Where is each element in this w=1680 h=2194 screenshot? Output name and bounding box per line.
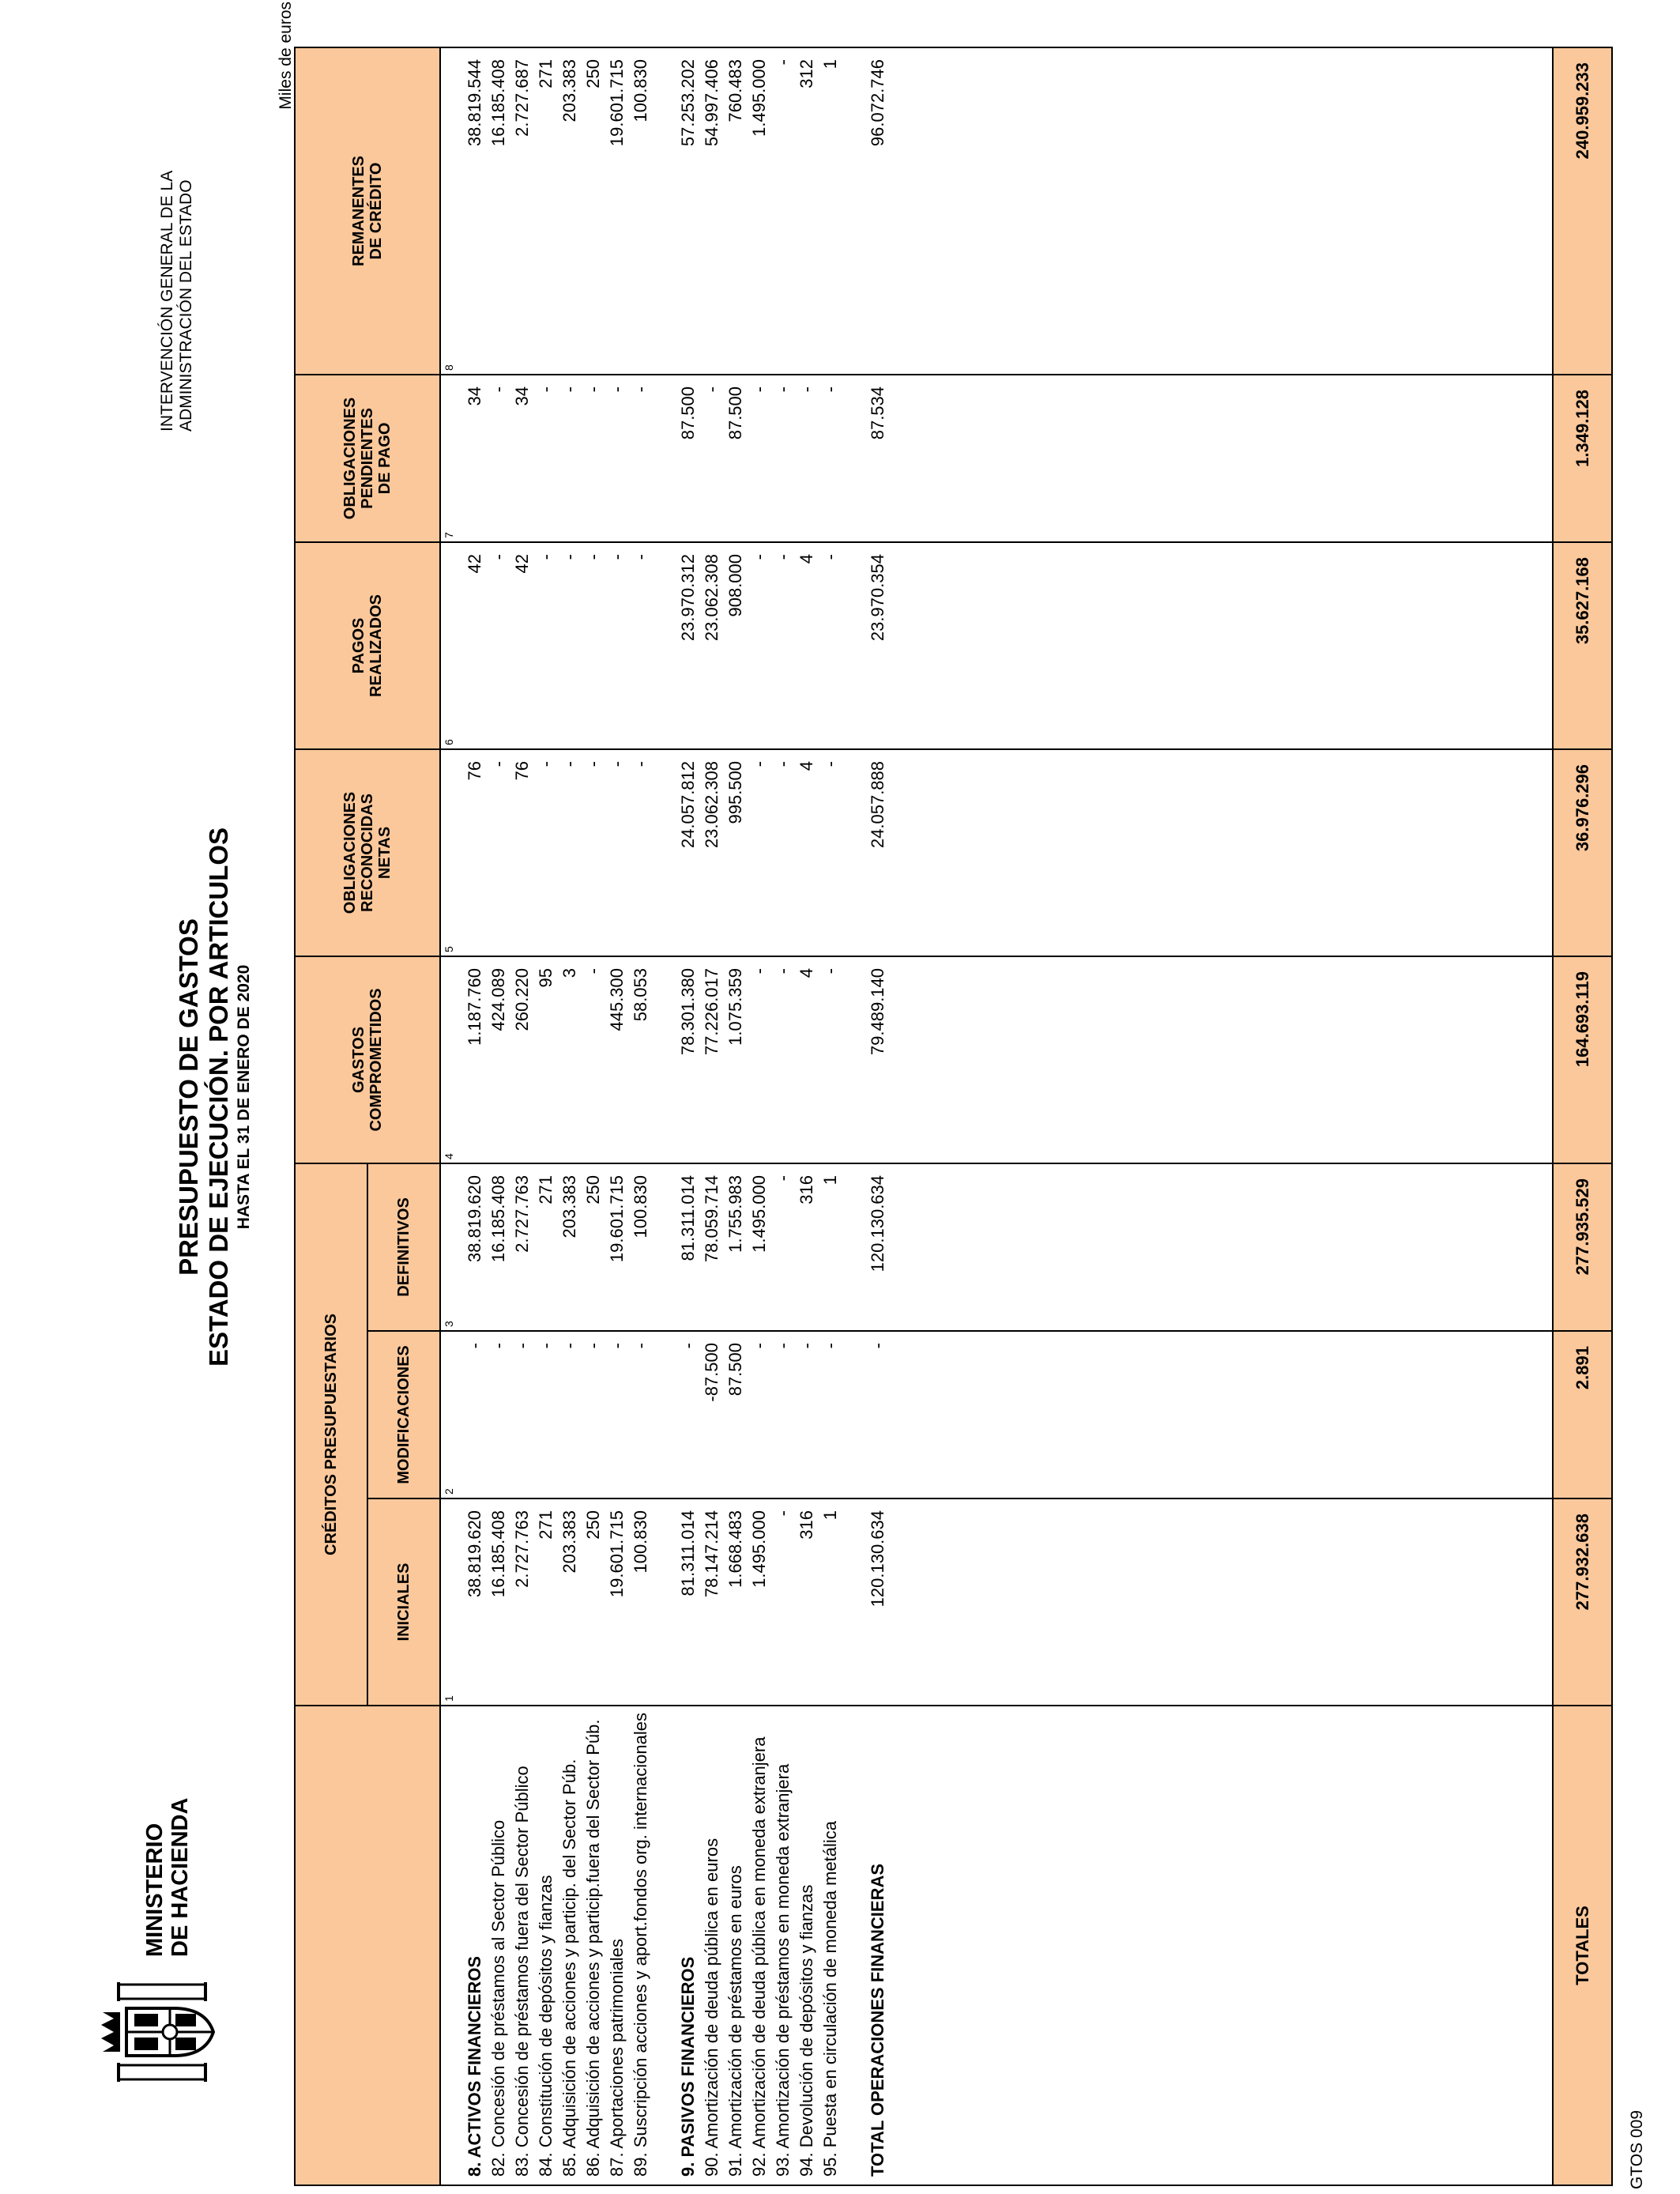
table-cell-value: - [536, 386, 556, 393]
table-cell-value: 445.300 [607, 967, 627, 1031]
title-date: HASTA EL 31 DE ENERO DE 2020 [235, 964, 253, 1230]
concept-row-label: 91. Amortización de préstamos en euros [725, 1865, 745, 2177]
table-cell-value: -87.500 [702, 1343, 721, 1402]
table-cell-value: - [488, 553, 508, 560]
title-line1: PRESUPUESTO DE GASTOS [174, 918, 203, 1276]
oblig-header-l2: RECONOCIDAS [359, 793, 376, 912]
table-cell-value: 271 [536, 58, 556, 89]
table-cell-value: 203.383 [559, 1174, 579, 1238]
table-cell-value: - [607, 386, 627, 393]
table-cell-value: 78.147.214 [702, 1510, 721, 1598]
pend-header-l1: OBLIGACIONES [341, 397, 359, 520]
concept-header-cell [295, 1706, 440, 2185]
col-number-6: 6 [443, 739, 455, 745]
table-cell-value: 203.383 [559, 58, 579, 123]
table-cell-value: 38.819.620 [465, 1174, 484, 1263]
igae-label [158, 171, 196, 432]
table-cell-value: - [868, 1343, 887, 1349]
table-cell-value: 316 [797, 1174, 816, 1204]
table-cell-value: - [559, 760, 579, 767]
oblig-header [295, 749, 440, 956]
table-cell-value: 1 [820, 58, 840, 70]
table-cell-value: 4 [797, 760, 816, 771]
table-cell-value: 96.072.746 [868, 58, 887, 147]
table-cell-value: - [631, 760, 650, 767]
table-cell-value: - [749, 967, 769, 974]
table-cell-value: 1 [820, 1510, 840, 1521]
table-cell-value: 34 [512, 386, 532, 406]
table-cell-value: - [820, 386, 840, 393]
table-cell-value: - [559, 1343, 579, 1349]
table-cell-value: 42 [512, 553, 532, 574]
concept-row-label: 93. Amortización de préstamos en moneda extranjera [773, 1763, 793, 2177]
table-cell-value: 54.997.406 [702, 58, 721, 147]
table-cell-value: 38.819.544 [465, 58, 484, 147]
table-cell-value: - [820, 553, 840, 560]
pendientes-column [440, 375, 1553, 542]
table-cell-value: - [749, 553, 769, 560]
pend-header-l2: PENDIENTES [359, 408, 376, 509]
total-modificaciones: 2.891 [1553, 1331, 1612, 1498]
col-number-8: 8 [443, 364, 455, 371]
pagos-column [440, 542, 1553, 749]
table-cell-value: - [749, 386, 769, 393]
table-cell-value: - [559, 386, 579, 393]
concept-row-label: 89. Suscripción acciones y aport.fondos org. internacionales [631, 1712, 650, 2177]
ministry-line2: DE HACIENDA [168, 1797, 193, 1957]
col-number-7: 7 [443, 532, 455, 538]
definitivos-header: DEFINITIVOS [367, 1163, 440, 1331]
table-cell-value: 57.253.202 [678, 58, 698, 147]
concept-row-label: 94. Devolución de depósitos y fianzas [797, 1884, 816, 2177]
table-cell-value: - [773, 967, 793, 974]
table-cell-value: - [631, 1343, 650, 1349]
igae-line1: INTERVENCIÓN GENERAL DE LA [158, 170, 176, 432]
table-cell-value: - [797, 386, 816, 393]
table-cell-value: - [631, 553, 650, 560]
table-cell-value: 1.187.760 [465, 967, 484, 1046]
table-cell-value: - [749, 1343, 769, 1349]
table-cell-value: 250 [583, 1510, 603, 1540]
definitivos-column [440, 1163, 1553, 1331]
table-cell-value: 100.830 [631, 1174, 650, 1238]
total-obligaciones: 36.976.296 [1553, 749, 1612, 956]
table-cell-value: 1.668.483 [725, 1510, 745, 1588]
table-cell-value: 34 [465, 386, 484, 406]
table-cell-value: 42 [465, 553, 484, 574]
total-pendientes: 1.349.128 [1553, 375, 1612, 542]
table-cell-value: 1 [820, 1174, 840, 1186]
table-cell-value: 995.500 [725, 760, 745, 824]
table-cell-value: - [512, 1343, 532, 1349]
table-cell-value: 24.057.812 [678, 760, 698, 849]
pagos-header-l2: REALIZADOS [367, 594, 385, 697]
table-cell-value: 312 [797, 58, 816, 89]
concept-row-label: TOTAL OPERACIONES FINANCIERAS [868, 1863, 887, 2177]
concept-row-label: 8. ACTIVOS FINANCIEROS [465, 1955, 484, 2177]
table-cell-value: 58.053 [631, 967, 650, 1022]
table-cell-value: - [607, 553, 627, 560]
col-number-1: 1 [443, 1695, 455, 1702]
table-cell-value: 79.489.140 [868, 967, 887, 1056]
remanentes-header [295, 47, 440, 375]
table-cell-value: 120.130.634 [868, 1510, 887, 1608]
table-cell-value: - [488, 386, 508, 393]
iniciales-column [440, 1498, 1553, 1706]
table-cell-value: - [773, 58, 793, 66]
budget-execution-table [294, 47, 1613, 2186]
table-cell-value: 424.089 [488, 967, 508, 1031]
table-cell-value: - [820, 967, 840, 974]
table-cell-value: 271 [536, 1174, 556, 1204]
total-pagos: 35.627.168 [1553, 542, 1612, 749]
ministry-line1: MINISTERIO [142, 1823, 168, 1957]
modificaciones-header: MODIFICACIONES [367, 1331, 440, 1498]
table-cell-value: 3 [559, 967, 579, 978]
table-cell-value: - [583, 760, 603, 767]
gastos-header-l2: COMPROMETIDOS [367, 988, 385, 1132]
table-cell-value: - [488, 1343, 508, 1349]
table-cell-value: 19.601.715 [607, 1510, 627, 1598]
concept-row-label: 87. Aportaciones patrimoniales [607, 1939, 627, 2177]
table-cell-value: - [797, 1343, 816, 1349]
table-cell-value: - [583, 386, 603, 393]
concept-row-label: 86. Adquisición de acciones y particip.fuera del Sector Púb. [583, 1719, 603, 2177]
table-cell-value: 4 [797, 967, 816, 978]
total-iniciales: 277.932.638 [1553, 1498, 1612, 1706]
totals-label: TOTALES [1553, 1706, 1612, 2185]
table-cell-value: - [559, 553, 579, 560]
table-cell-value: - [583, 967, 603, 974]
creditos-header: CRÉDITOS PRESUPUESTARIOS [295, 1163, 367, 1706]
pagos-header-l1: PAGOS [350, 617, 367, 674]
rem-header-l1: REMANENTES [350, 155, 367, 266]
oblig-header-l3: NETAS [376, 826, 394, 880]
table-cell-value: 908.000 [725, 553, 745, 617]
units-label: Miles de euros [277, 2, 295, 110]
table-cell-value: 2.727.763 [512, 1510, 532, 1588]
table-cell-value: 1.075.359 [725, 967, 745, 1046]
concept-row-label: 95. Puesta en circulación de moneda metálica [820, 1820, 840, 2177]
table-cell-value: 23.062.308 [702, 760, 721, 849]
table-cell-value: 76 [465, 760, 484, 781]
table-cell-value: - [820, 1343, 840, 1349]
form-code: GTOS 009 [1628, 2110, 1646, 2189]
table-cell-value: 38.819.620 [465, 1510, 484, 1598]
table-cell-value: 87.500 [725, 1343, 745, 1397]
table-cell-value: 120.130.634 [868, 1174, 887, 1272]
table-cell-value: 260.220 [512, 967, 532, 1031]
table-cell-value: - [583, 1343, 603, 1349]
table-cell-value: - [749, 760, 769, 767]
oblig-header-l1: OBLIGACIONES [341, 791, 359, 914]
table-cell-value: 271 [536, 1510, 556, 1540]
table-cell-value: - [678, 1343, 698, 1349]
total-definitivos: 277.935.529 [1553, 1163, 1612, 1331]
col-number-4: 4 [443, 1153, 455, 1159]
concept-row-label: 84. Constitución de depósitos y fianzas [536, 1875, 556, 2177]
table-cell-value: - [631, 386, 650, 393]
table-cell-value: 316 [797, 1510, 816, 1540]
table-cell-value: 16.185.408 [488, 1510, 508, 1598]
pend-header-l3: DE PAGO [376, 422, 394, 495]
remanentes-column [440, 47, 1553, 375]
table-cell-value: 24.057.888 [868, 760, 887, 849]
table-cell-value: - [488, 760, 508, 767]
table-cell-value: 76 [512, 760, 532, 781]
table-cell-value: - [465, 1343, 484, 1349]
table-cell-value: 23.062.308 [702, 553, 721, 642]
table-cell-value: - [607, 760, 627, 767]
table-cell-value: 19.601.715 [607, 1174, 627, 1263]
igae-line2: ADMINISTRACIÓN DEL ESTADO [177, 179, 195, 432]
col-number-3: 3 [443, 1321, 455, 1327]
table-cell-value: 16.185.408 [488, 58, 508, 147]
pagos-header [295, 542, 440, 749]
table-cell-value: 87.500 [725, 386, 745, 440]
table-cell-value: - [773, 386, 793, 393]
table-cell-value: - [536, 553, 556, 560]
table-cell-value: - [820, 760, 840, 767]
table-cell-value: - [583, 553, 603, 560]
table-cell-value: - [702, 386, 721, 393]
table-cell-value: 23.970.354 [868, 553, 887, 642]
concept-row-label: 92. Amortización de deuda pública en moneda extranjera [749, 1736, 769, 2177]
table-cell-value: 1.495.000 [749, 58, 769, 137]
gastos-header-l1: GASTOS [350, 1026, 367, 1094]
table-cell-value: - [536, 1343, 556, 1349]
gastos-column [440, 956, 1553, 1163]
table-cell-value: 2.727.763 [512, 1174, 532, 1253]
table-cell-value: 81.311.014 [678, 1510, 698, 1596]
table-cell-value: 100.830 [631, 58, 650, 123]
table-cell-value: 16.185.408 [488, 1174, 508, 1263]
table-cell-value: 1.495.000 [749, 1510, 769, 1588]
total-gastos: 164.693.119 [1553, 956, 1612, 1163]
table-cell-value: 4 [797, 553, 816, 564]
table-cell-value: 1.495.000 [749, 1174, 769, 1253]
table-cell-value: 19.601.715 [607, 58, 627, 147]
col-number-2: 2 [443, 1488, 455, 1495]
table-cell-value: - [773, 760, 793, 767]
rem-header-l2: DE CRÉDITO [367, 162, 385, 260]
table-cell-value: 78.059.714 [702, 1174, 721, 1263]
table-cell-value: - [536, 760, 556, 767]
table-cell-value: 78.301.380 [678, 967, 698, 1056]
concept-row-label: 82. Concesión de préstamos al Sector Público [488, 1819, 508, 2177]
table-cell-value: 250 [583, 1174, 603, 1204]
table-cell-value: - [773, 1174, 793, 1182]
title-line2: ESTADO DE EJECUCIÓN. POR ARTICULOS [204, 827, 233, 1367]
concept-row-label: 90. Amortización de deuda pública en euros [702, 1838, 721, 2177]
gastos-header [295, 956, 440, 1163]
table-cell-value: - [773, 1343, 793, 1349]
table-cell-value: 2.727.687 [512, 58, 532, 137]
table-cell-value: 760.483 [725, 58, 745, 123]
table-cell-value: 77.226.017 [702, 967, 721, 1056]
concept-column [440, 1706, 1553, 2185]
table-cell-value: - [773, 1510, 793, 1517]
table-cell-value: 100.830 [631, 1510, 650, 1574]
obligaciones-column [440, 749, 1553, 956]
table-cell-value: 95 [536, 967, 556, 988]
total-remanentes: 240.959.233 [1553, 47, 1612, 375]
table-cell-value: 87.534 [868, 386, 887, 440]
col-number-5: 5 [443, 946, 455, 952]
table-cell-value: - [773, 553, 793, 560]
iniciales-header: INICIALES [367, 1498, 440, 1706]
concept-row-label: 9. PASIVOS FINANCIEROS [678, 1956, 698, 2177]
table-cell-value: 81.311.014 [678, 1174, 698, 1261]
table-cell-value: 23.970.312 [678, 553, 698, 642]
table-cell-value: 87.500 [678, 386, 698, 440]
pendientes-header [295, 375, 440, 542]
modificaciones-column [440, 1331, 1553, 1498]
concept-row-label: 83. Concesión de préstamos fuera del Sector Público [512, 1766, 532, 2177]
table-cell-value: 250 [583, 58, 603, 89]
table-cell-value: 203.383 [559, 1510, 579, 1574]
concept-row-label: 85. Adquisición de acciones y particip. del Sector Púb. [559, 1759, 579, 2177]
totals-row [1553, 47, 1612, 2185]
table-cell-value: 1.755.983 [725, 1174, 745, 1253]
table-cell-value: - [607, 1343, 627, 1349]
